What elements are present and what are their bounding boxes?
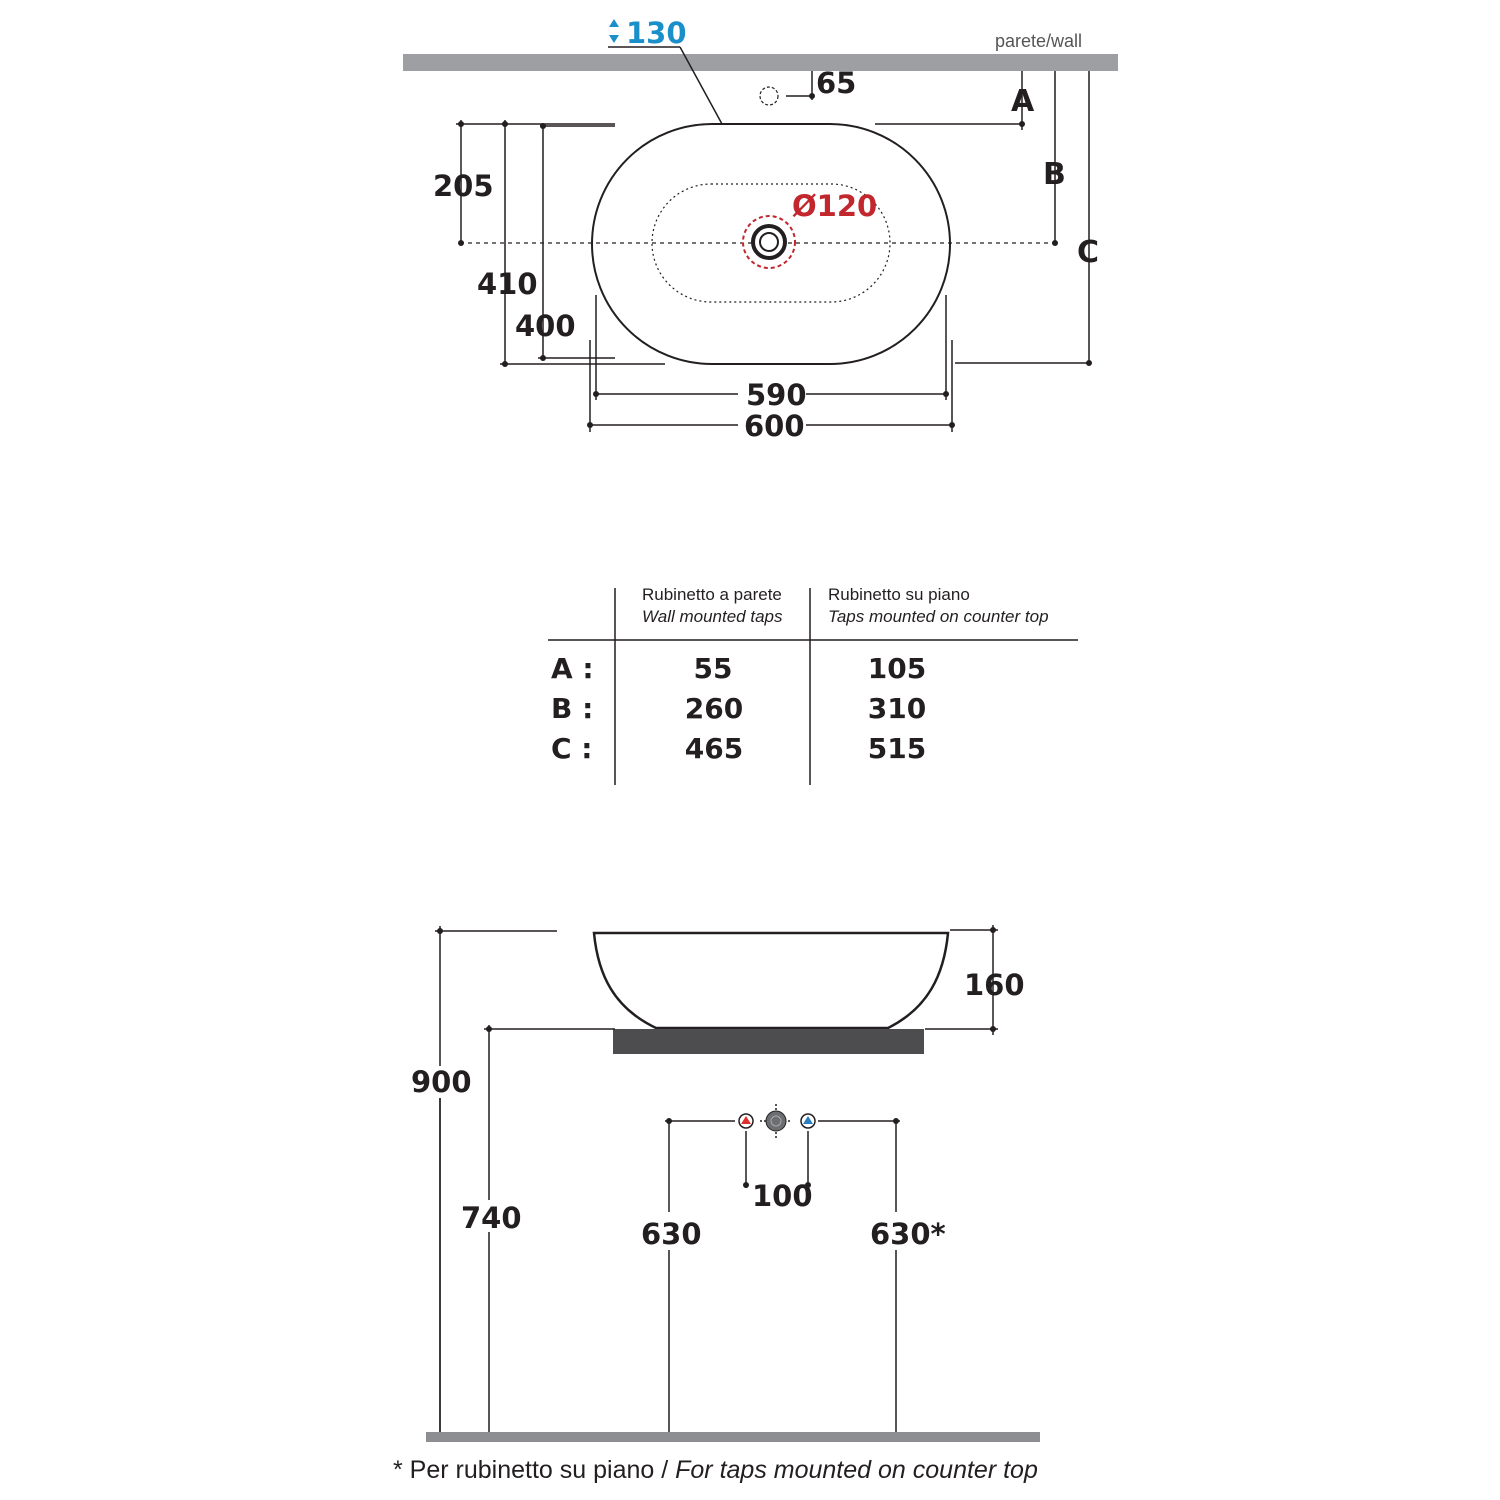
table-cell: 465 bbox=[684, 732, 744, 765]
cold-tap-icon bbox=[801, 1114, 815, 1128]
dim-900: 900 bbox=[411, 1065, 472, 1099]
table-cell: 515 bbox=[867, 732, 927, 765]
dim-160: 160 bbox=[964, 968, 1025, 1002]
letter-b: B bbox=[1043, 157, 1066, 192]
dim-590: 590 bbox=[746, 378, 807, 412]
tap-offset-dim: 65 bbox=[816, 66, 857, 100]
table-row-label: A : bbox=[551, 652, 594, 685]
table-col1-head: Rubinetto a parete bbox=[642, 585, 782, 604]
hot-tap-icon bbox=[739, 1114, 753, 1128]
dim-100: 100 bbox=[752, 1179, 813, 1213]
dim-205: 205 bbox=[433, 169, 494, 203]
footnote bbox=[393, 1456, 1038, 1484]
dim-740: 740 bbox=[461, 1201, 522, 1235]
dim-410: 410 bbox=[477, 267, 538, 301]
dim-400: 400 bbox=[515, 309, 576, 343]
side-view bbox=[411, 925, 1040, 1442]
footnote-prefix: * Per rubinetto su piano / bbox=[393, 1456, 676, 1484]
table-col2-head: Rubinetto su piano bbox=[828, 585, 970, 604]
drain-dim: Ø120 bbox=[792, 189, 878, 223]
letter-c: C bbox=[1077, 235, 1100, 270]
table-col2-sub: Taps mounted on counter top bbox=[828, 607, 1049, 626]
blue-arrow-icon bbox=[609, 19, 619, 43]
tap-height-dim: 130 bbox=[626, 16, 687, 50]
top-view bbox=[403, 16, 1118, 443]
drain-icon bbox=[753, 226, 785, 258]
table-col1-sub: Wall mounted taps bbox=[642, 607, 783, 626]
dim-600: 600 bbox=[744, 409, 805, 443]
table-cell: 260 bbox=[684, 692, 744, 725]
table-row-label: B : bbox=[551, 692, 594, 725]
waste-icon bbox=[766, 1111, 786, 1131]
wall-label: parete/wall bbox=[995, 31, 1083, 51]
footnote-italic: For taps mounted on counter top bbox=[675, 1456, 1038, 1484]
table-cell: 55 bbox=[693, 652, 733, 685]
table-cell: 105 bbox=[867, 652, 927, 685]
floor-band bbox=[426, 1432, 1040, 1442]
table-cell: 310 bbox=[867, 692, 927, 725]
dimension-table bbox=[548, 585, 1078, 785]
wall-band bbox=[403, 54, 1118, 71]
countertop bbox=[613, 1029, 924, 1054]
dim-630-left: 630 bbox=[641, 1217, 702, 1251]
basin-profile bbox=[594, 933, 948, 1028]
letter-a: A bbox=[1011, 84, 1035, 119]
dim-630-right: 630* bbox=[870, 1217, 946, 1251]
table-row-label: C : bbox=[551, 732, 593, 765]
tap-hole-icon bbox=[760, 87, 778, 105]
